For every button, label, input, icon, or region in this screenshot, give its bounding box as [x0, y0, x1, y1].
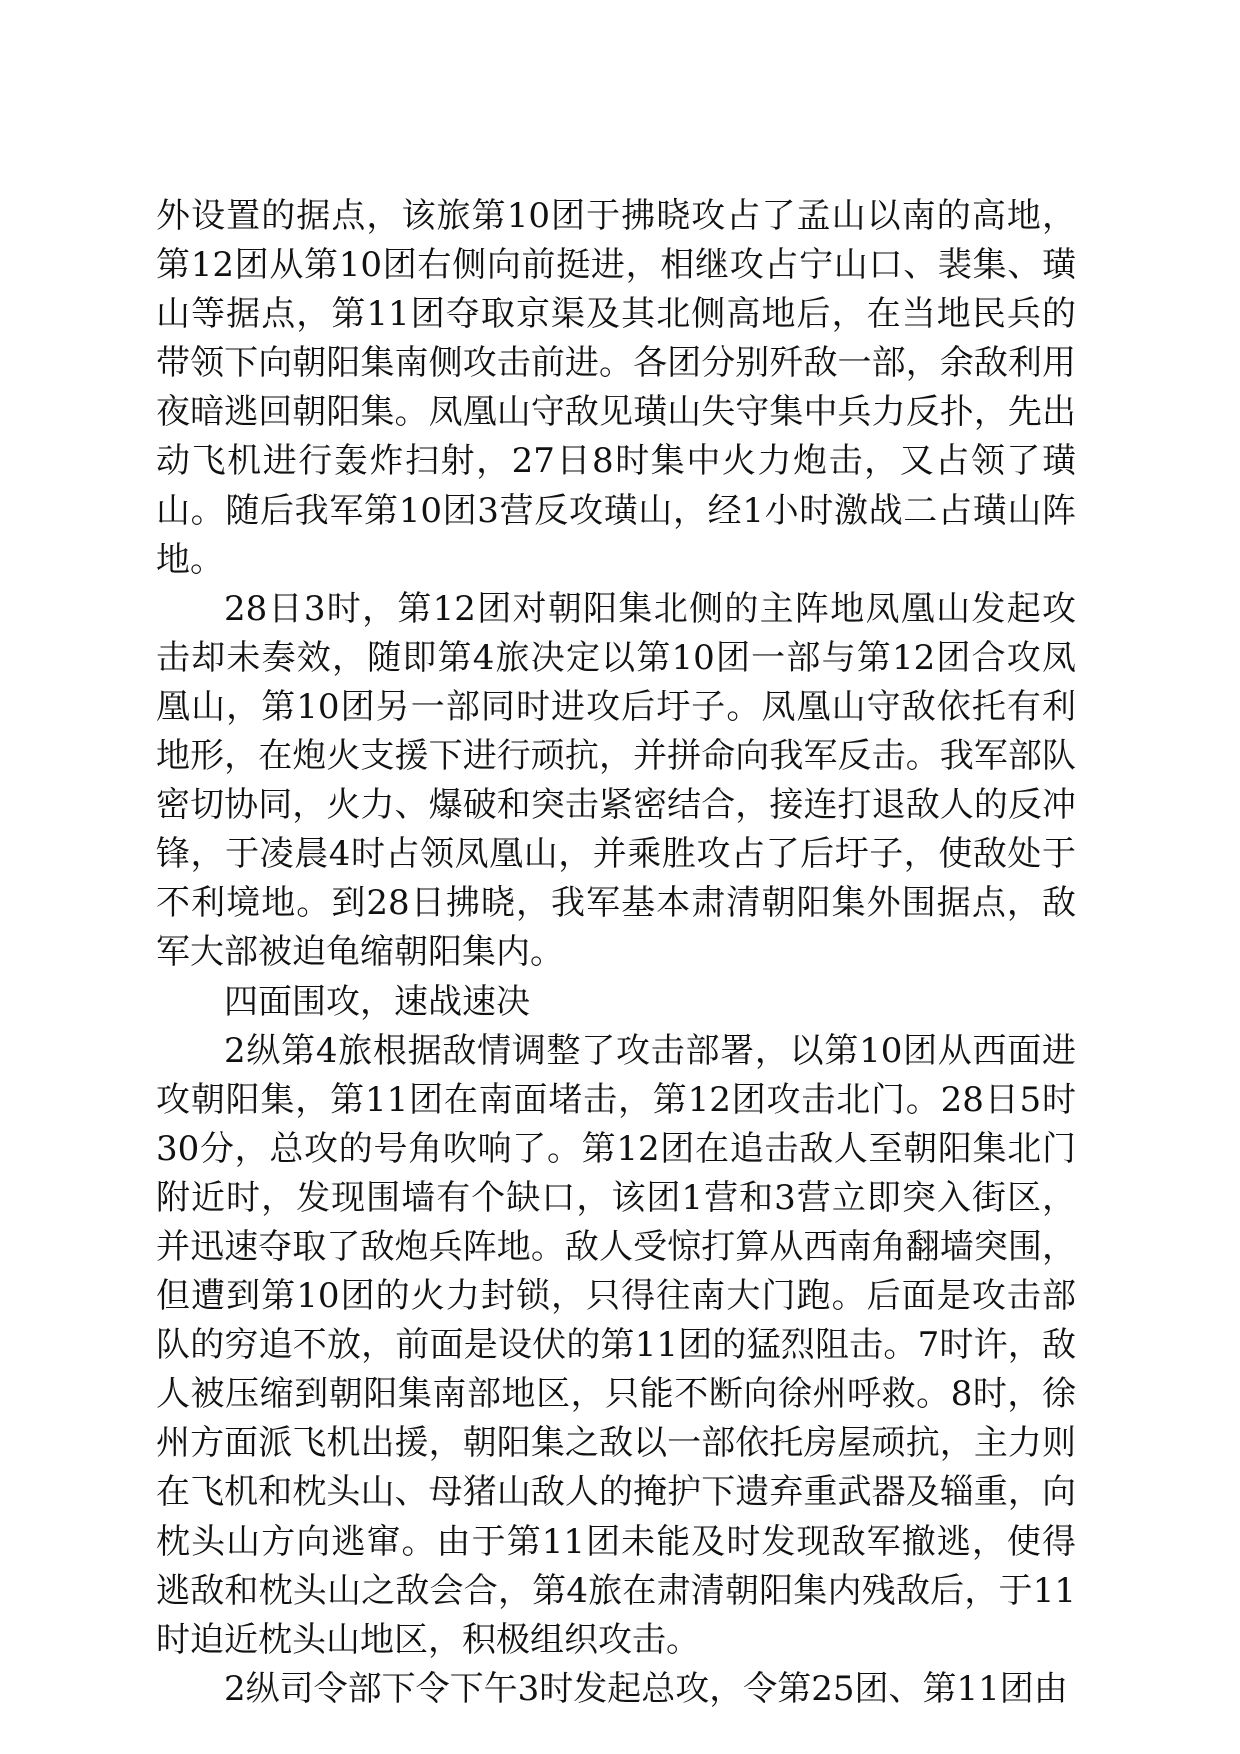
- paragraph-continued: 外设置的据点，该旅第10团于拂晓攻占了孟山以南的高地，第12团从第10团右侧向前挺进，相继攻占宁山口、裴集、璜山等据点，第11团夺取京渠及其北侧高地后，在当地民兵的带领下向朝阳集南侧攻击前进。各团分别歼敌一部，余敌利用夜暗逃回朝阳集。凤凰山守敌见璜山失守集中兵力反扑，先出动飞机进行轰炸扫射，27日8时集中火力炮击，又占领了璜山。随后我军第10团3营反攻璜山，经1小时激战二占璜山阵地。: [156, 196, 1076, 580]
- document-page: [156, 192, 1076, 1714]
- paragraph: 2纵第4旅根据敌情调整了攻击部署，以第10团从西面进攻朝阳集，第11团在南面堵击，第12团攻击北门。28日5时30分，总攻的号角吹响了。第12团在追击敌人至朝阳集北门附近时，发现围墙有个缺口，该团1营和3营立即突入街区，并迅速夺取了敌炮兵阵地。敌人受惊打算从西南角翻墙突围，但遭到第10团的火力封锁，只得往南大门跑。后面是攻击部队的穷追不放，前面是设伏的第11团的猛烈阻击。7时许，敌人被压缩到朝阳集南部地区，只能不断向徐州呼救。8时，徐州方面派飞机出援，朝阳集之敌以一部依托房屋顽抗，主力则在飞机和枕头山、母猪山敌人的掩护下遗弃重武器及辎重，向枕头山方向逃窜。由于第11团未能及时发现敌军撤逃，使得逃敌和枕头山之敌会合，第4旅在肃清朝阳集内残敌后，于11时迫近枕头山地区，积极组织攻击。: [156, 1030, 1076, 1660]
- paragraph: 28日3时，第12团对朝阳集北侧的主阵地凤凰山发起攻击却未奏效，随即第4旅决定以第10团一部与第12团合攻凤凰山，第10团另一部同时进攻后圩子。凤凰山守敌依托有利地形，在炮火支援下进行顽抗，并拼命向我军反击。我军部队密切协同，火力、爆破和突击紧密结合，接连打退敌人的反冲锋，于凌晨4时占领凤凰山，并乘胜攻占了后圩子，使敌处于不利境地。到28日拂晓，我军基本肃清朝阳集外围据点，敌军大部被迫龟缩朝阳集内。: [156, 588, 1076, 973]
- paragraph: 2纵司令部下令下午3时发起总攻，令第25团、第11团由: [224, 1668, 1068, 1709]
- section-heading: 四面围攻，速战速决: [224, 981, 530, 1022]
